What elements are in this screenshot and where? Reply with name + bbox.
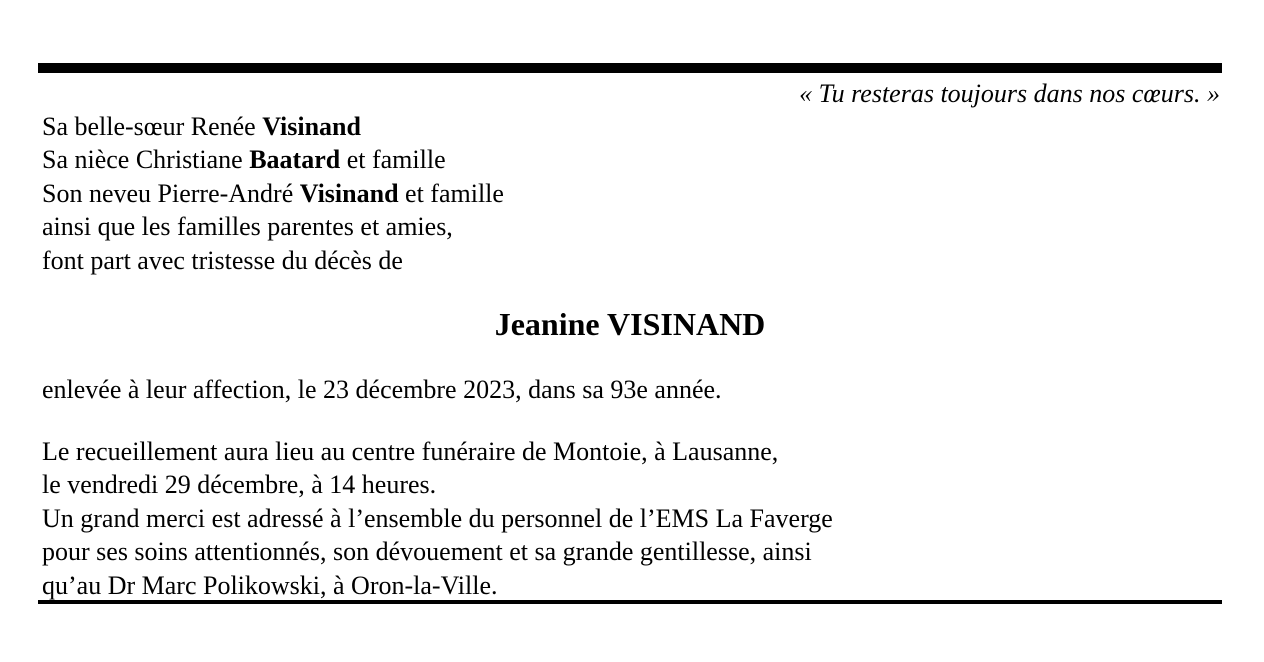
family-line: [42, 177, 504, 210]
family-surname: Baatard: [249, 145, 341, 175]
family-line: [42, 143, 504, 176]
family-line-text: ainsi que les familles parentes et amies,: [42, 212, 453, 242]
family-line-suffix: et famille: [398, 178, 504, 208]
family-line: [42, 110, 504, 143]
ceremony-details: [42, 435, 833, 602]
family-announcement: [42, 110, 504, 277]
details-line: Un grand merci est adressé à l’ensemble du personnel de l’EMS La Faverge: [42, 503, 833, 533]
top-border-rule: [38, 63, 1222, 73]
death-notice: [42, 373, 722, 406]
details-line: le vendredi 29 décembre, à 14 heures.: [42, 470, 437, 500]
death-notice-text: enlevée à leur affection, le 23 décembre 2023, dans sa 93e année.: [42, 375, 722, 404]
details-line: Le recueillement aura lieu au centre funéraire de Montoie, à Lausanne,: [42, 437, 779, 466]
family-line-suffix: et famille: [340, 145, 446, 175]
family-line-text: font part avec tristesse du décès de: [42, 245, 403, 275]
bottom-border-rule: [38, 600, 1222, 604]
details-line: pour ses soins attentionnés, son dévouement et sa grande gentillesse, ainsi: [42, 537, 812, 567]
family-line-text: Son neveu Pierre-André: [42, 178, 300, 208]
details-line: qu’au Dr Marc Polikowski, à Oron-la-Ville.: [42, 570, 498, 600]
epigraph-quote: « Tu resteras toujours dans nos cœurs. »: [799, 79, 1220, 108]
family-surname: Visinand: [262, 112, 361, 141]
deceased-name: Jeanine VISINAND: [494, 306, 766, 342]
family-surname: Visinand: [299, 178, 399, 208]
family-line-text: Sa nièce Christiane: [42, 145, 250, 175]
family-line-text: Sa belle-sœur Renée: [42, 112, 263, 141]
family-line: [42, 244, 504, 277]
family-line: [42, 210, 504, 243]
